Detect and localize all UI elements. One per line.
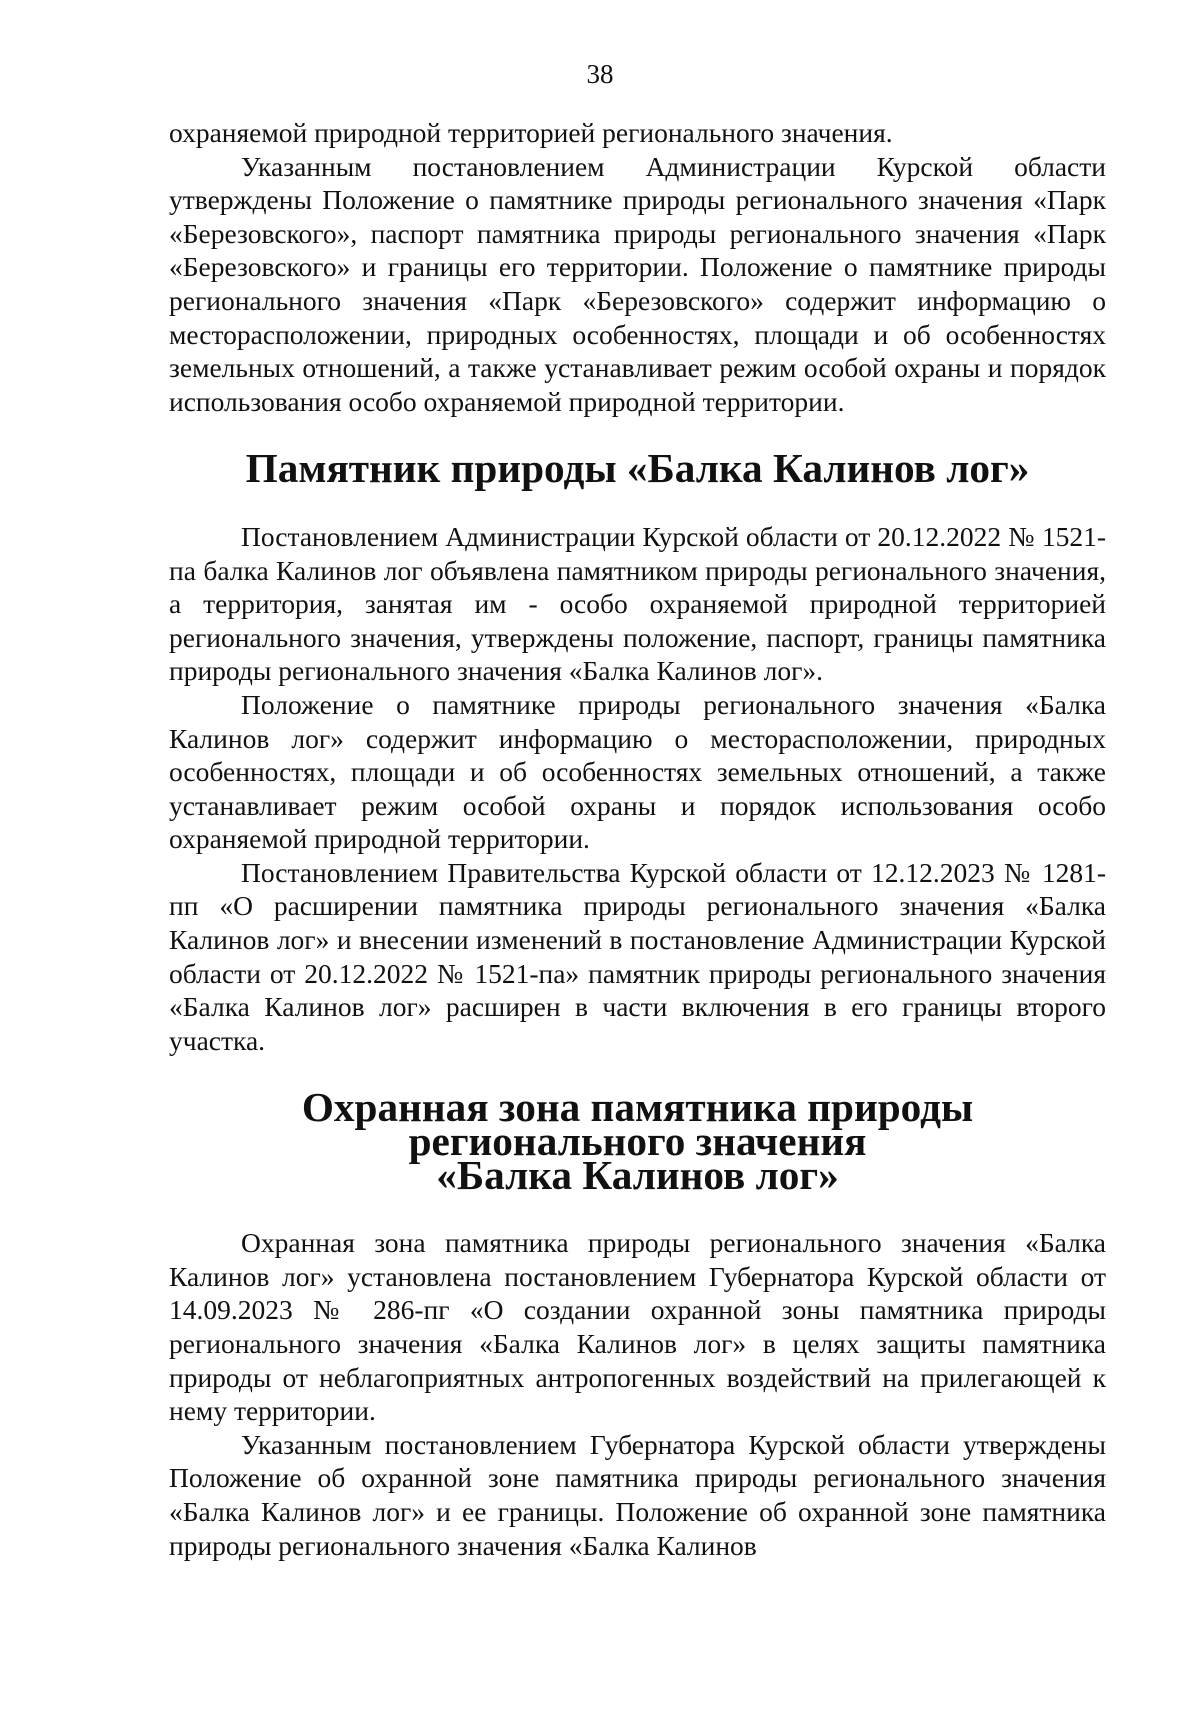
paragraph-continuation: охраняемой природной территорией регионального значения.: [169, 117, 893, 148]
heading-protection-zone: [169, 1084, 1106, 1198]
heading-protection-zone-line-2: «Балка Калинов лог»: [436, 1151, 839, 1198]
heading-protection-zone-line-1: Охранная зона памятника природы регионального значения: [301, 1084, 974, 1165]
paragraph-park-berezovskogo: Указанным постановлением Администрации Курской области утверждены Положение о памятнике природы регионального значения «Парк «Березовского», паспорт памятника природы регионального значения «Парк «Березовского» и границы его территории. Положение о памятнике природы регионального значения «Парк «Березовского» содержит информацию о месторасположении, природных особенностях, площади и об особенностях земельных отношений, а также устанавливает режим особой охраны и порядок использования особо охраняемой природной территории.: [169, 150, 1106, 417]
paragraph-resolution-1281: Постановлением Правительства Курской области от 12.12.2023 № 1281-пп «О расширении памятника природы регионального значения «Балка Калинов лог» и внесении изменений в постановление Администрации Курской области от 20.12.2022 № 1521-па» памятник природы регионального значения «Балка Калинов лог» расширен в части включения в его границы второго участка.: [169, 856, 1106, 1056]
document-body: [169, 116, 1106, 1562]
heading-balka-kalinov-log: Памятник природы «Балка Калинов лог»: [245, 445, 1030, 492]
paragraph-regulation-balka: Положение о памятнике природы регионального значения «Балка Калинов лог» содержит информацию о месторасположении, природных особенностях, площади и об особенностях земельных отношений, а также устанавливает режим особой охраны и порядок использования особо охраняемой природной территории.: [169, 688, 1106, 855]
paragraph-protection-zone-established: Охранная зона памятника природы регионального значения «Балка Калинов лог» установлена постановлением Губернатора Курской области от 14.09.2023 № 286-пг «О создании охранной зоны памятника природы регионального значения «Балка Калинов лог» в целях защиты памятника природы от неблагоприятных антропогенных воздействий на прилегающей к нему территории.: [169, 1227, 1106, 1427]
paragraph-resolution-1521: Постановлением Администрации Курской области от 20.12.2022 № 1521-па балка Калинов лог объявлена памятником природы регионального значения, а территория, занятая им - особо охраняемой природной территорией регионального значения, утверждены положение, паспорт, границы памятника природы регионального значения «Балка Калинов лог».: [169, 520, 1106, 687]
paragraph-protection-zone-regulation: Указанным постановлением Губернатора Курской области утверждены Положение об охранной зоне памятника природы регионального значения «Балка Калинов лог» и ее границы. Положение об охранной зоне памятника природы регионального значения «Балка Калинов: [169, 1428, 1106, 1561]
page-number: 38: [586, 59, 614, 89]
